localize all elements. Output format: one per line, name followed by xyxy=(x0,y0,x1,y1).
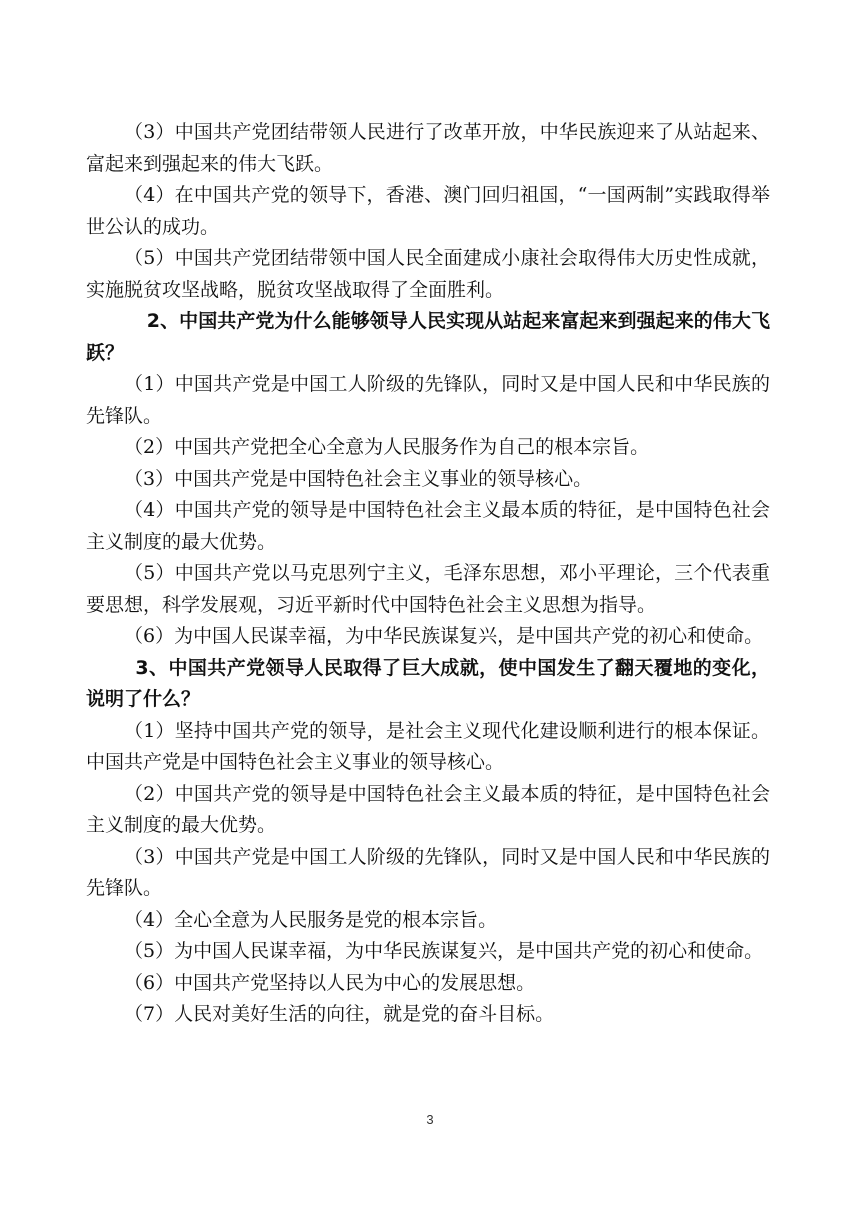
q3-answer-4: （4）全心全意为人民服务是党的根本宗旨。 xyxy=(124,908,498,931)
page-number: 3 xyxy=(426,1112,434,1127)
document-body xyxy=(86,117,770,1031)
q3-answer-7: （7）人民对美好生活的向往，就是党的奋斗目标。 xyxy=(124,1003,555,1025)
q3-answer-1: （1）坚持中国共产党的领导，是社会主义现代化建设顺利进行的根本保证。中国共产党是中国特色社会主义事业的领导核心。 xyxy=(86,719,770,773)
q3-answer-2: （2）中国共产党的领导是中国特色社会主义最本质的特征，是中国特色社会主义制度的最大优势。 xyxy=(86,782,770,836)
q2-answer-5: （5）中国共产党以马克思列宁主义，毛泽东思想，邓小平理论，三个代表重要思想，科学发展观，习近平新时代中国特色社会主义思想为指导。 xyxy=(86,562,770,616)
q3-answer-5: （5）为中国人民谋幸福，为中华民族谋复兴，是中国共产党的初心和使命。 xyxy=(124,940,764,962)
q2-answer-1: （1）中国共产党是中国工人阶级的先锋队，同时又是中国人民和中华民族的先锋队。 xyxy=(86,373,770,427)
q2-answer-6: （6）为中国人民谋幸福，为中华民族谋复兴，是中国共产党的初心和使命。 xyxy=(124,625,764,647)
paragraph-top-5: （5）中国共产党团结带领中国人民全面建成小康社会取得伟大历史性成就，实施脱贫攻坚战略，脱贫攻坚战取得了全面胜利。 xyxy=(86,247,770,301)
q2-answer-2: （2）中国共产党把全心全意为人民服务作为自己的根本宗旨。 xyxy=(124,436,650,458)
paragraph-top-4: （4）在中国共产党的领导下，香港、澳门回归祖国，“一国两制”实践取得举世公认的成功。 xyxy=(86,184,770,238)
paragraph-top-3: （3）中国共产党团结带领人民进行了改革开放，中华民族迎来了从站起来、富起来到强起来的伟大飞跃。 xyxy=(86,121,770,175)
q3-answer-3: （3）中国共产党是中国工人阶级的先锋队，同时又是中国人民和中华民族的先锋队。 xyxy=(86,845,770,899)
q2-answer-4: （4）中国共产党的领导是中国特色社会主义最本质的特征，是中国特色社会主义制度的最大优势。 xyxy=(86,499,770,553)
q2-answer-3: （3）中国共产党是中国特色社会主义事业的领导核心。 xyxy=(124,467,593,490)
question-3-heading: 3、中国共产党领导人民取得了巨大成就，使中国发生了翻天覆地的变化，说明了什么？ xyxy=(86,656,770,710)
q3-answer-6: （6）中国共产党坚持以人民为中心的发展思想。 xyxy=(124,971,536,994)
question-2-heading: 2、中国共产党为什么能够领导人民实现从站起来富起来到强起来的伟大飞跃？ xyxy=(86,310,770,364)
